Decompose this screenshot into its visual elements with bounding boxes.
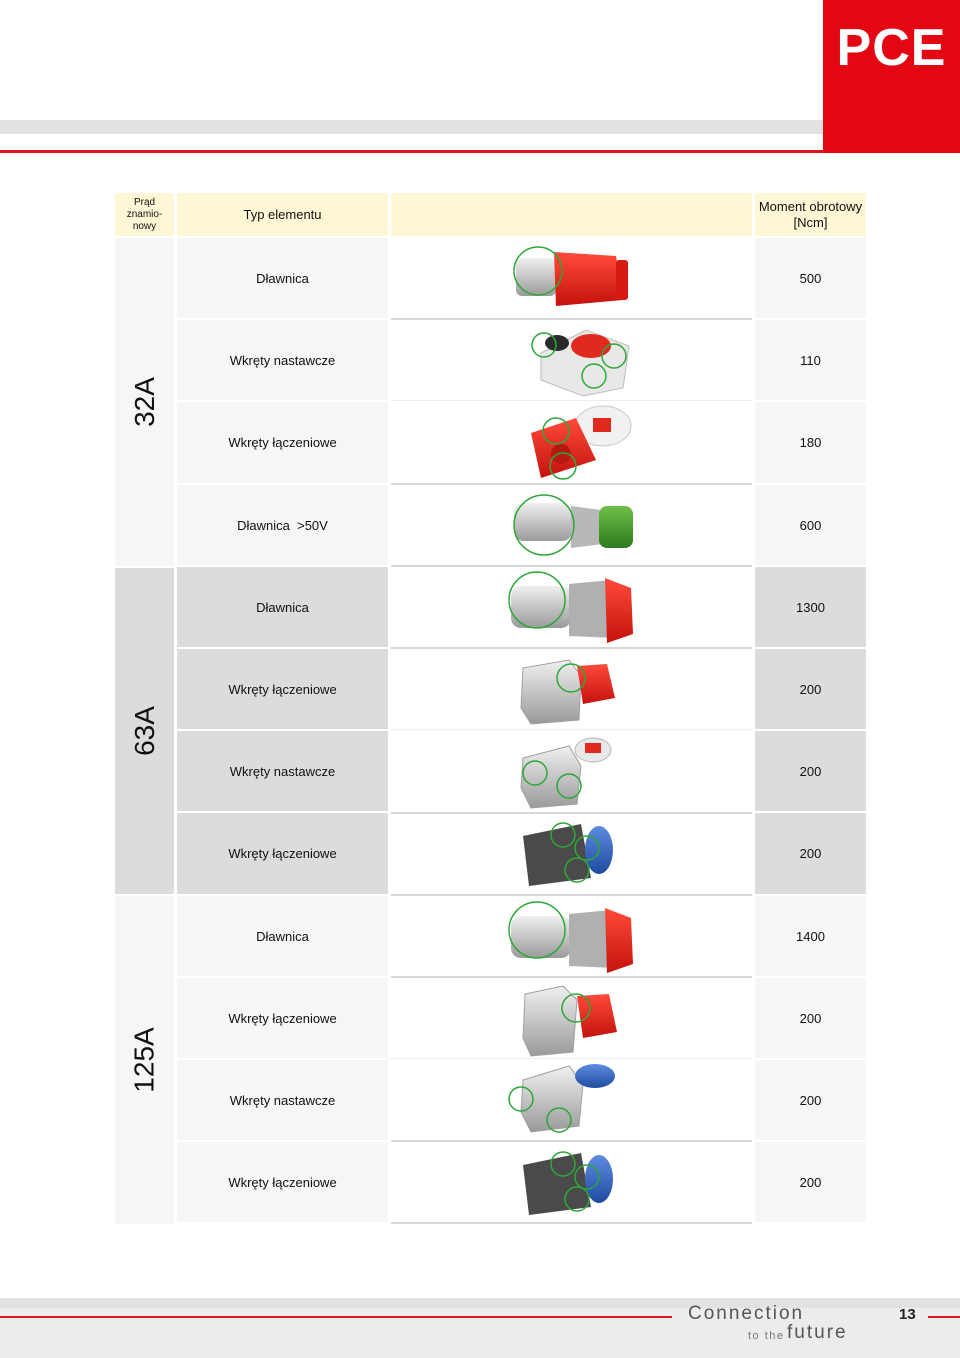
- row-torque-cell: [755, 649, 866, 729]
- row-torque-cell: [755, 485, 866, 565]
- row-torque-value: 200: [799, 681, 822, 697]
- product-socket-box-63a: [521, 660, 615, 724]
- product-socket-box-125a: [523, 986, 617, 1056]
- row-type-label: Wkręty nastawcze: [229, 763, 336, 779]
- row-torque-value: 200: [799, 1010, 822, 1026]
- footer-slogan-connection: Connection: [688, 1303, 805, 1324]
- row-torque-cell: [755, 402, 866, 483]
- row-torque-cell: [755, 813, 866, 894]
- row-torque-cell: [755, 567, 866, 647]
- product-plug-125a-dark: [523, 1152, 613, 1215]
- brand-logo: PCE: [836, 19, 947, 77]
- row-torque-value: 600: [799, 517, 822, 533]
- row-type-cell: [177, 320, 388, 400]
- row-type-label: Wkręty łączeniowe: [228, 1174, 337, 1190]
- footer-slogan-future: future: [787, 1322, 848, 1343]
- row-torque-cell: [755, 978, 866, 1058]
- row-type-label: Dławnica: [256, 928, 309, 944]
- product-plug-green: [514, 495, 633, 555]
- row-torque-cell: [755, 896, 866, 976]
- row-type-cell: [177, 238, 388, 318]
- row-type-cell: [177, 731, 388, 811]
- footer-slogan-to-the: to the: [748, 1330, 785, 1342]
- header-torque: [755, 193, 866, 236]
- product-panel-socket-32a: [531, 406, 631, 479]
- row-type-label: Wkręty łączeniowe: [228, 846, 337, 861]
- row-type-label: Dławnica >50V: [237, 517, 328, 533]
- product-plug-32a-red: [514, 247, 628, 306]
- row-type-label: Dławnica: [256, 599, 309, 615]
- product-socket-angled-125a: [509, 1064, 615, 1132]
- row-type-cell: [177, 485, 388, 565]
- footer-band-top: [0, 1298, 960, 1308]
- header-current: [115, 193, 174, 236]
- row-type-cell: [177, 978, 388, 1058]
- header-red-line: [0, 150, 823, 153]
- product-socket-angled-63a: [521, 738, 611, 808]
- group-32a-label: 32A: [128, 377, 160, 427]
- header-image: [391, 193, 752, 236]
- header-current-label: Prąd znamio-nowy: [126, 196, 163, 232]
- row-torque-value: 200: [799, 763, 822, 779]
- row-type-label: Wkręty łączeniowe: [228, 681, 337, 697]
- row-torque-value: 1400: [796, 928, 825, 944]
- page-number: 13: [899, 1306, 916, 1323]
- group-125a: [115, 896, 174, 1224]
- row-type-label: Wkręty nastawcze: [229, 1092, 336, 1108]
- product-socket-box-32a: [532, 330, 629, 396]
- group-63a-label: 63A: [128, 706, 160, 756]
- row-torque-cell: [755, 320, 866, 400]
- row-type-cell: [177, 1060, 388, 1140]
- row-torque-cell: [755, 238, 866, 318]
- row-type-cell: [177, 896, 388, 976]
- header-type: [177, 193, 388, 236]
- row-type-label: Dławnica: [256, 270, 309, 286]
- footer-red-line-right: [928, 1316, 960, 1318]
- product-plug-63a-dark: [523, 823, 613, 886]
- row-torque-value: 500: [799, 270, 822, 286]
- row-torque-cell: [755, 1060, 866, 1140]
- row-type-label: Wkręty nastawcze: [229, 352, 336, 368]
- row-torque-value: 1300: [796, 599, 825, 615]
- header-torque-label: Moment obrotowy [Ncm]: [758, 198, 863, 230]
- product-plug-125a-red: [509, 902, 633, 973]
- row-type-cell: [177, 1142, 388, 1222]
- row-type-cell: [177, 402, 388, 483]
- group-32a: [115, 238, 174, 566]
- row-torque-cell: [755, 731, 866, 811]
- header-band: [0, 120, 823, 134]
- row-torque-cell: [755, 1142, 866, 1222]
- footer-red-line-left: [0, 1316, 672, 1318]
- row-type-cell: [177, 813, 388, 894]
- row-type-cell: [177, 649, 388, 729]
- row-torque-value: 110: [800, 352, 821, 368]
- row-type-cell: [177, 567, 388, 647]
- row-type-label: Wkręty łączeniowe: [228, 435, 337, 450]
- header-type-label: Typ elementu: [243, 207, 322, 222]
- row-torque-value: 180: [799, 435, 822, 450]
- row-torque-value: 200: [799, 1092, 822, 1108]
- row-type-label: Wkręty łączeniowe: [228, 1010, 337, 1026]
- product-plug-63a-red: [509, 572, 633, 643]
- row-torque-value: 200: [799, 1174, 822, 1190]
- group-125a-label: 125A: [128, 1027, 160, 1093]
- group-63a: [115, 568, 174, 894]
- row-torque-value: 200: [799, 846, 822, 861]
- product-illustrations: [391, 238, 752, 1224]
